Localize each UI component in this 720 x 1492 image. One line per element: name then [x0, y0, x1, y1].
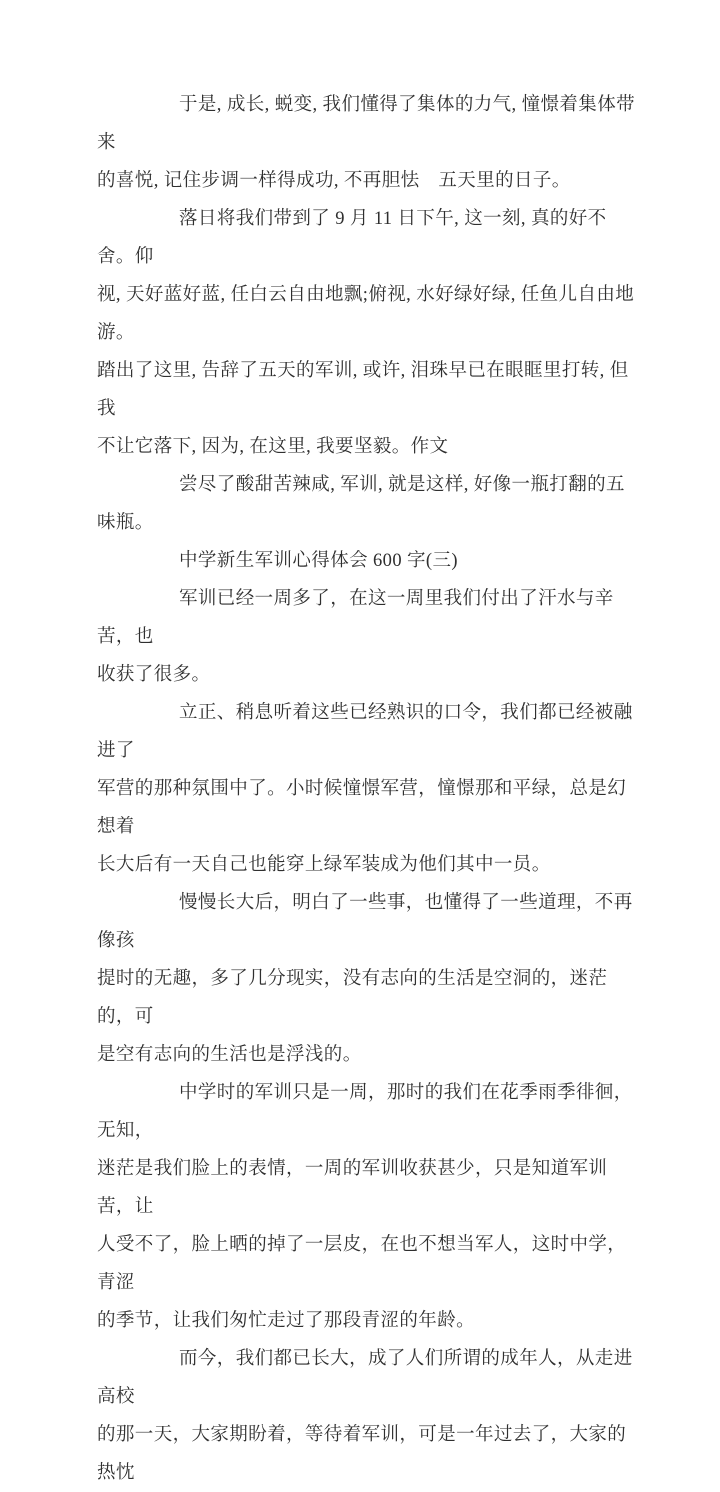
- document-body: [97, 86, 642, 1492]
- text-line: 视, 天好蓝好蓝, 任白云自由地飘;俯视, 水好绿好绿, 任鱼儿自由地游。: [97, 285, 635, 343]
- paragraph-9: [97, 1340, 642, 1492]
- paragraph-1: [97, 86, 642, 200]
- text-line: 立正、稍息听着这些已经熟识的口令，我们都已经被融进了: [97, 703, 633, 761]
- section-heading: [97, 542, 642, 580]
- text-line: 而今，我们都已长大，成了人们所谓的成年人，从走进高校: [97, 1349, 633, 1407]
- text-line: 是空有志向的生活也是浮浅的。: [97, 1045, 362, 1065]
- paragraph-3: [97, 466, 642, 542]
- text-line: 人受不了，脸上晒的掉了一层皮，在也不想当军人，这时中学，青涩: [97, 1235, 627, 1293]
- text-line: 落日将我们带到了 9 月 11 日下午, 这一刻, 真的好不舍。仰: [97, 209, 607, 267]
- text-line: 于是, 成长, 蜕变, 我们懂得了集体的力气, 憧憬着集体带来: [97, 95, 636, 153]
- text-line: 尝尽了酸甜苦辣咸, 军训, 就是这样, 好像一瓶打翻的五味瓶。: [97, 475, 625, 533]
- paragraph-7: [97, 884, 642, 1074]
- text-line: 长大后有一天自己也能穿上绿军装成为他们其中一员。: [97, 855, 551, 875]
- paragraph-2: [97, 200, 642, 466]
- text-line: 军训已经一周多了，在这一周里我们付出了汗水与辛苦，也: [97, 589, 614, 647]
- text-line: 不让它落下, 因为, 在这里, 我要坚毅。作文: [97, 437, 449, 457]
- text-line: 踏出了这里, 告辞了五天的军训, 或许, 泪珠早已在眼眶里打转, 但我: [97, 361, 629, 419]
- paragraph-6: [97, 694, 642, 884]
- text-line: 迷茫是我们脸上的表情，一周的军训收获甚少，只是知道军训苦，让: [97, 1159, 608, 1217]
- text-line: 慢慢长大后，明白了一些事，也懂得了一些道理，不再像孩: [97, 893, 633, 951]
- text-line: 提时的无趣，多了几分现实，没有志向的生活是空洞的，迷茫的，可: [97, 969, 608, 1027]
- text-line: 的那一天，大家期盼着，等待着军训，可是一年过去了，大家的热忱: [97, 1425, 627, 1483]
- text-line: 收获了很多。: [97, 665, 211, 685]
- paragraph-8: [97, 1074, 642, 1340]
- text-line: 的喜悦, 记住步调一样得成功, 不再胆怯 五天里的日子。: [97, 171, 571, 191]
- text-line: 的季节，让我们匆忙走过了那段青涩的年龄。: [97, 1311, 476, 1331]
- text-line: 中学时的军训只是一周，那时的我们在花季雨季徘徊，无知，: [97, 1083, 633, 1141]
- text-line: 中学新生军训心得体会 600 字(三): [179, 551, 458, 571]
- text-line: 军营的那种氛围中了。小时候憧憬军营，憧憬那和平绿，总是幻想着: [97, 779, 627, 837]
- paragraph-5: [97, 580, 642, 694]
